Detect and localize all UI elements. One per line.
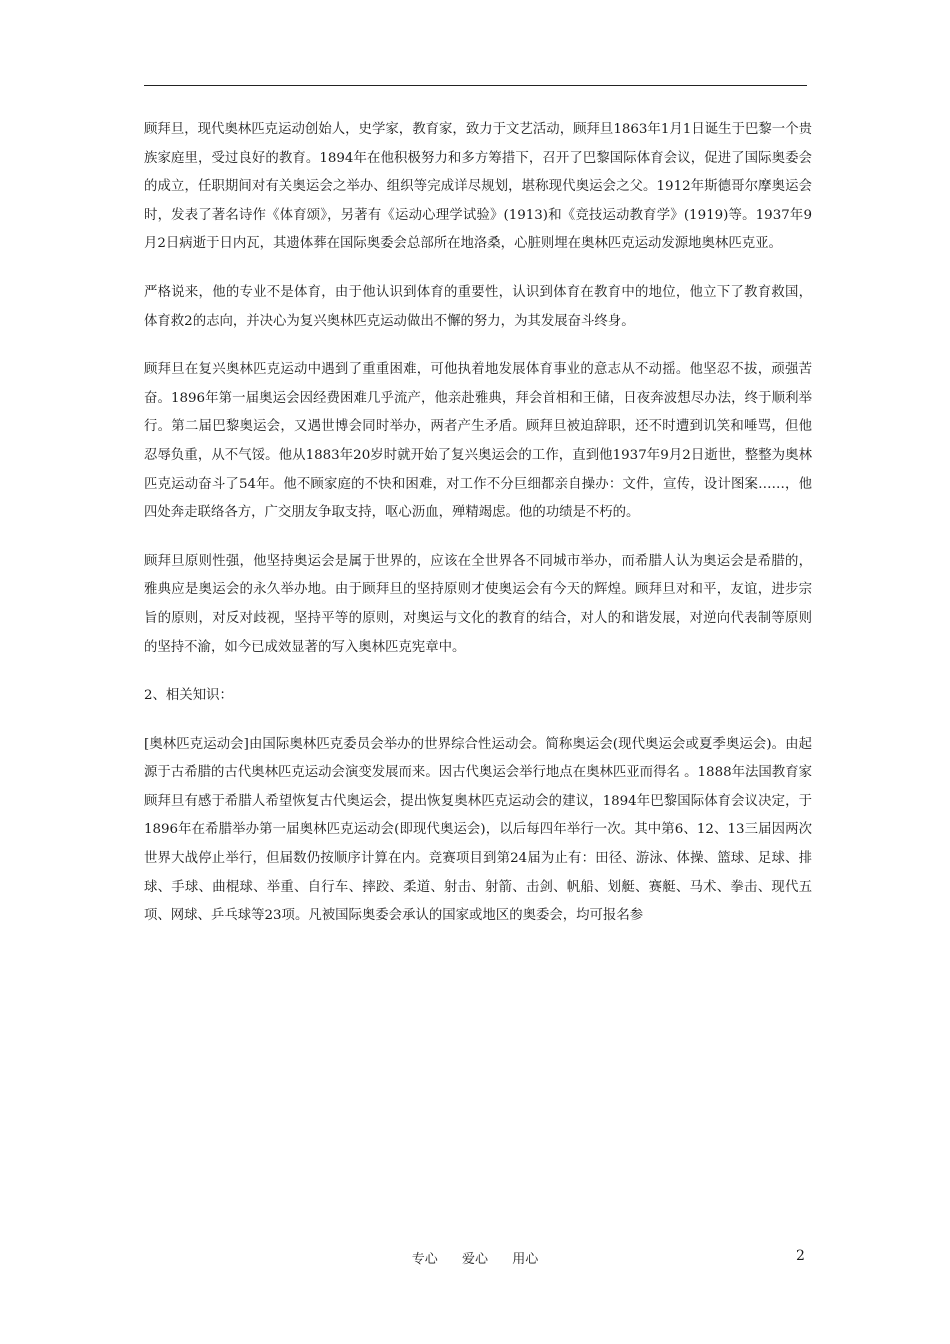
section-heading-related-knowledge: 2、相关知识： bbox=[144, 688, 233, 704]
paragraph-principles: 顾拜旦原则性强，他坚持奥运会是属于世界的，应该在全世界各不同城市举办，而希腊人认为奥运会是希腊的，雅典应是奥运会的永久举办地。由于顾拜旦的坚持原则才使奥运会有今天的辉煌。顾拜旦对和平，友谊，进步宗旨的原则，对反对歧视，坚持平等的原则，对奥运与文化的教育的结合，对人的和谐发展，对逆向代表制等原则的坚持不渝，如今已成效显著的写入奥林匹克宪章中。 bbox=[144, 553, 812, 655]
paragraph-difficulties: 顾拜旦在复兴奥林匹克运动中遇到了重重困难，可他执着地发展体育事业的意志从不动摇。他坚忍不拔，顽强苦奋。1896年第一届奥运会因经费困难几乎流产，他亲赴雅典，拜会首相和王储，日夜奔波想尽办法，终于顺利举行。第二届巴黎奥运会，又遇世博会同时举办，两者产生矛盾。顾拜旦被迫辞职，还不时遭到讥笑和唾骂，但他忍辱负重，从不气馁。他从1883年20岁时就开始了复兴奥运会的工作，直到他1937年9月2日逝世，整整为奥林匹克运动奋斗了54年。他不顾家庭的不快和困难，对工作不分巨细都亲自操办：文件，宣传，设计图案……，他四处奔走联络各方，广交朋友争取支持，呕心沥血，殚精竭虑。他的功绩是不朽的。 bbox=[144, 362, 812, 521]
header-rule bbox=[144, 85, 807, 86]
page-number: 2 bbox=[796, 1248, 805, 1264]
paragraph-coubertin-bio: 顾拜旦，现代奥林匹克运动创始人，史学家，教育家，致力于文艺活动，顾拜旦1863年1月1日诞生于巴黎一个贵族家庭里，受过良好的教育。1894年在他积极努力和多方筹措下，召开了巴黎国际体育会议，促进了国际奥委会的成立，任职期间对有关奥运会之举办、组织等完成详尽规划，堪称现代奥运会之父。1912年斯德哥尔摩奥运会时，发表了著名诗作《体育颂》，另著有《运动心理学试验》(1913)和《竞技运动教育学》(1919)等。1937年9月2日病逝于日内瓦，其遗体葬在国际奥委会总部所在地洛桑，心脏则埋在奥林匹克运动发源地奥林匹克亚。 bbox=[144, 122, 812, 252]
paragraph-olympic-games: [奥林匹克运动会]由国际奥林匹克委员会举办的世界综合性运动会。简称奥运会(现代奥运会或夏季奥运会)。由起源于古希腊的古代奥林匹克运动会演变发展而来。因古代奥运会举行地点在奥林匹亚而得名 。1888年法国教育家顾拜旦有感于希腊人希望恢复古代奥运会，提出恢复奥林匹克运动会的建议，1894年巴黎国际体育会议决定，于1896年在希腊举办第一届奥林匹克运动会(即现代奥运会)，以后每四年举行一次。其中第6、12、13三届因两次世界大战停止举行，但届数仍按顺序计算在内。竞赛项目到第24届为止有：田径、游泳、体操、篮球、足球、排球、手球、曲棍球、举重、自行车、摔跤、柔道、射击、射箭、击剑、帆船、划艇、赛艇、马术、拳击、现代五项、网球、乒乓球等23项。凡被国际奥委会承认的国家或地区的奥委会，均可报名参 bbox=[144, 736, 812, 924]
paragraph-profession: 严格说来，他的专业不是体育，由于他认识到体育的重要性，认识到体育在教育中的地位，他立下了教育救国，体育救2的志向，并决心为复兴奥林匹克运动做出不懈的努力，为其发展奋斗终身。 bbox=[144, 284, 812, 329]
footer-motto: 专心 爱心 用心 bbox=[411, 1252, 539, 1267]
document-body bbox=[144, 116, 812, 931]
